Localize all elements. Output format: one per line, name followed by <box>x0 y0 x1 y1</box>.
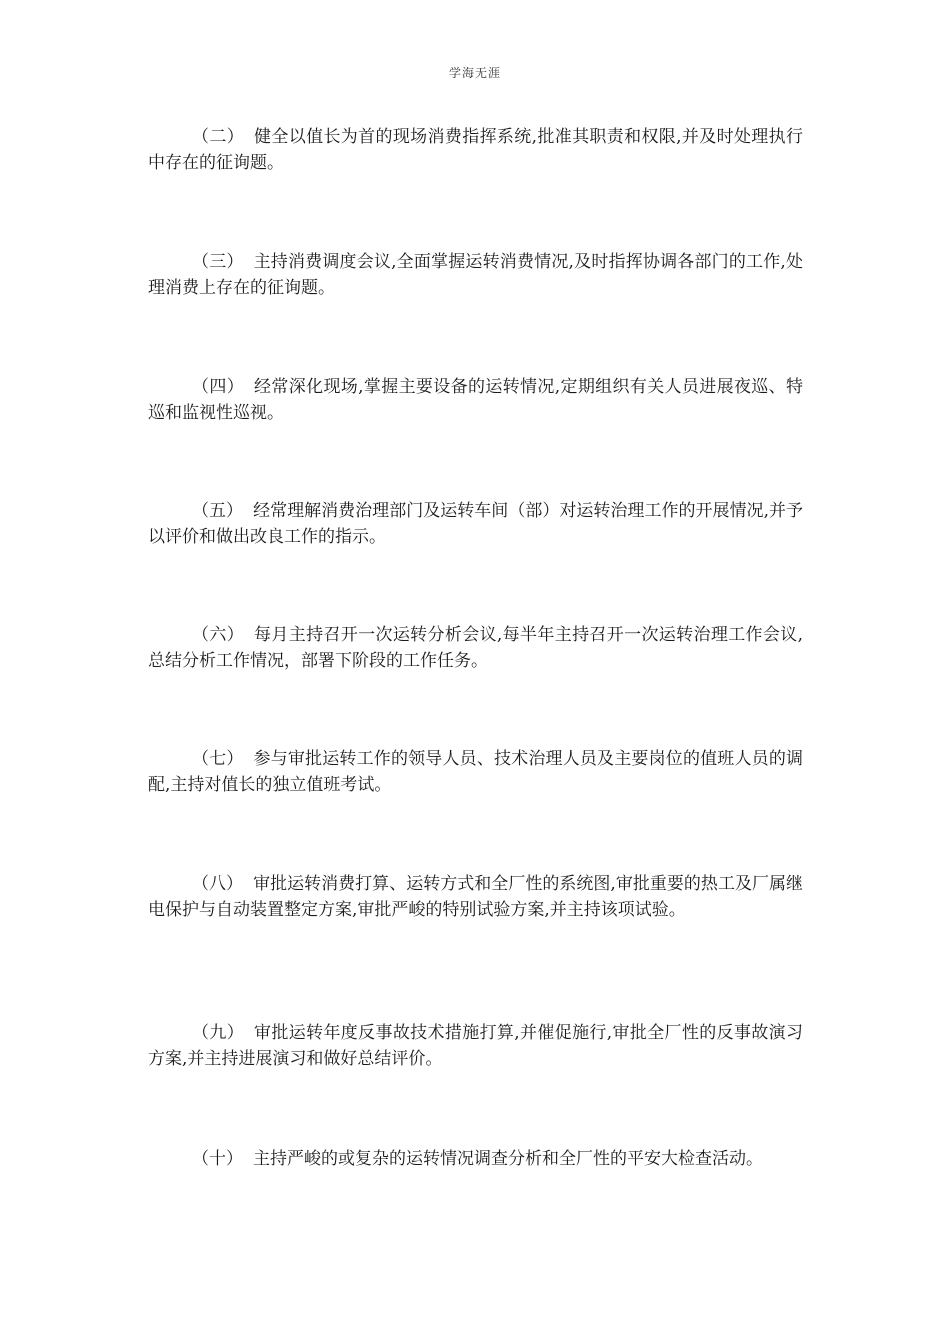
paragraph-text: 审批运转消费打算、运转方式和全厂性的系统图,审批重要的热工及厂属继电保护与自动装置整定方案,审批严峻的特别试验方案,并主持该项试验。 <box>148 874 804 920</box>
paragraph-4 <box>148 374 803 426</box>
paragraph-text: 健全以值长为首的现场消费指挥系统,批准其职责和权限,并及时处理执行中存在的征询题。 <box>148 127 803 173</box>
paragraph-5 <box>148 498 803 550</box>
paragraph-6 <box>148 622 803 674</box>
paragraph-text: 参与审批运转工作的领导人员、技术治理人员及主要岗位的值班人员的调配,主持对值长的独立值班考试。 <box>148 749 804 795</box>
paragraph-number: （五） <box>192 501 244 521</box>
paragraph-9 <box>148 1020 803 1072</box>
page-header: 学海无涯 <box>448 66 501 80</box>
paragraph-number: （三） <box>192 252 244 272</box>
paragraph-7 <box>148 746 803 798</box>
paragraph-10 <box>148 1146 803 1172</box>
paragraph-text: 经常理解消费治理部门及运转车间（部）对运转治理工作的开展情况,并予以评价和做出改良工作的指示。 <box>148 501 804 547</box>
paragraph-3 <box>148 249 803 301</box>
paragraph-8 <box>148 871 803 923</box>
paragraph-text: 每月主持召开一次运转分析会议,每半年主持召开一次运转治理工作会议,总结分析工作情况，部署下阶段的工作任务。 <box>148 625 803 671</box>
paragraph-number: （八） <box>192 874 244 894</box>
paragraph-text: 审批运转年度反事故技术措施打算,并催促施行,审批全厂性的反事故演习方案,并主持进展演习和做好总结评价。 <box>148 1023 803 1069</box>
paragraph-number: （九） <box>192 1023 245 1043</box>
paragraph-2 <box>148 124 803 176</box>
paragraph-number: （七） <box>192 749 244 769</box>
paragraph-number: （四） <box>192 377 245 397</box>
paragraph-text: 主持严峻的或复杂的运转情况调查分析和全厂性的平安大检查活动。 <box>253 1149 763 1169</box>
paragraph-number: （六） <box>192 625 245 645</box>
paragraph-number: （十） <box>192 1149 243 1169</box>
paragraph-text: 经常深化现场,掌握主要设备的运转情况,定期组织有关人员进展夜巡、特巡和监视性巡视。 <box>148 377 803 423</box>
paragraph-number: （二） <box>192 127 245 147</box>
paragraph-text: 主持消费调度会议,全面掌握运转消费情况,及时指挥协调各部门的工作,处理消费上存在的征询题。 <box>148 252 804 298</box>
